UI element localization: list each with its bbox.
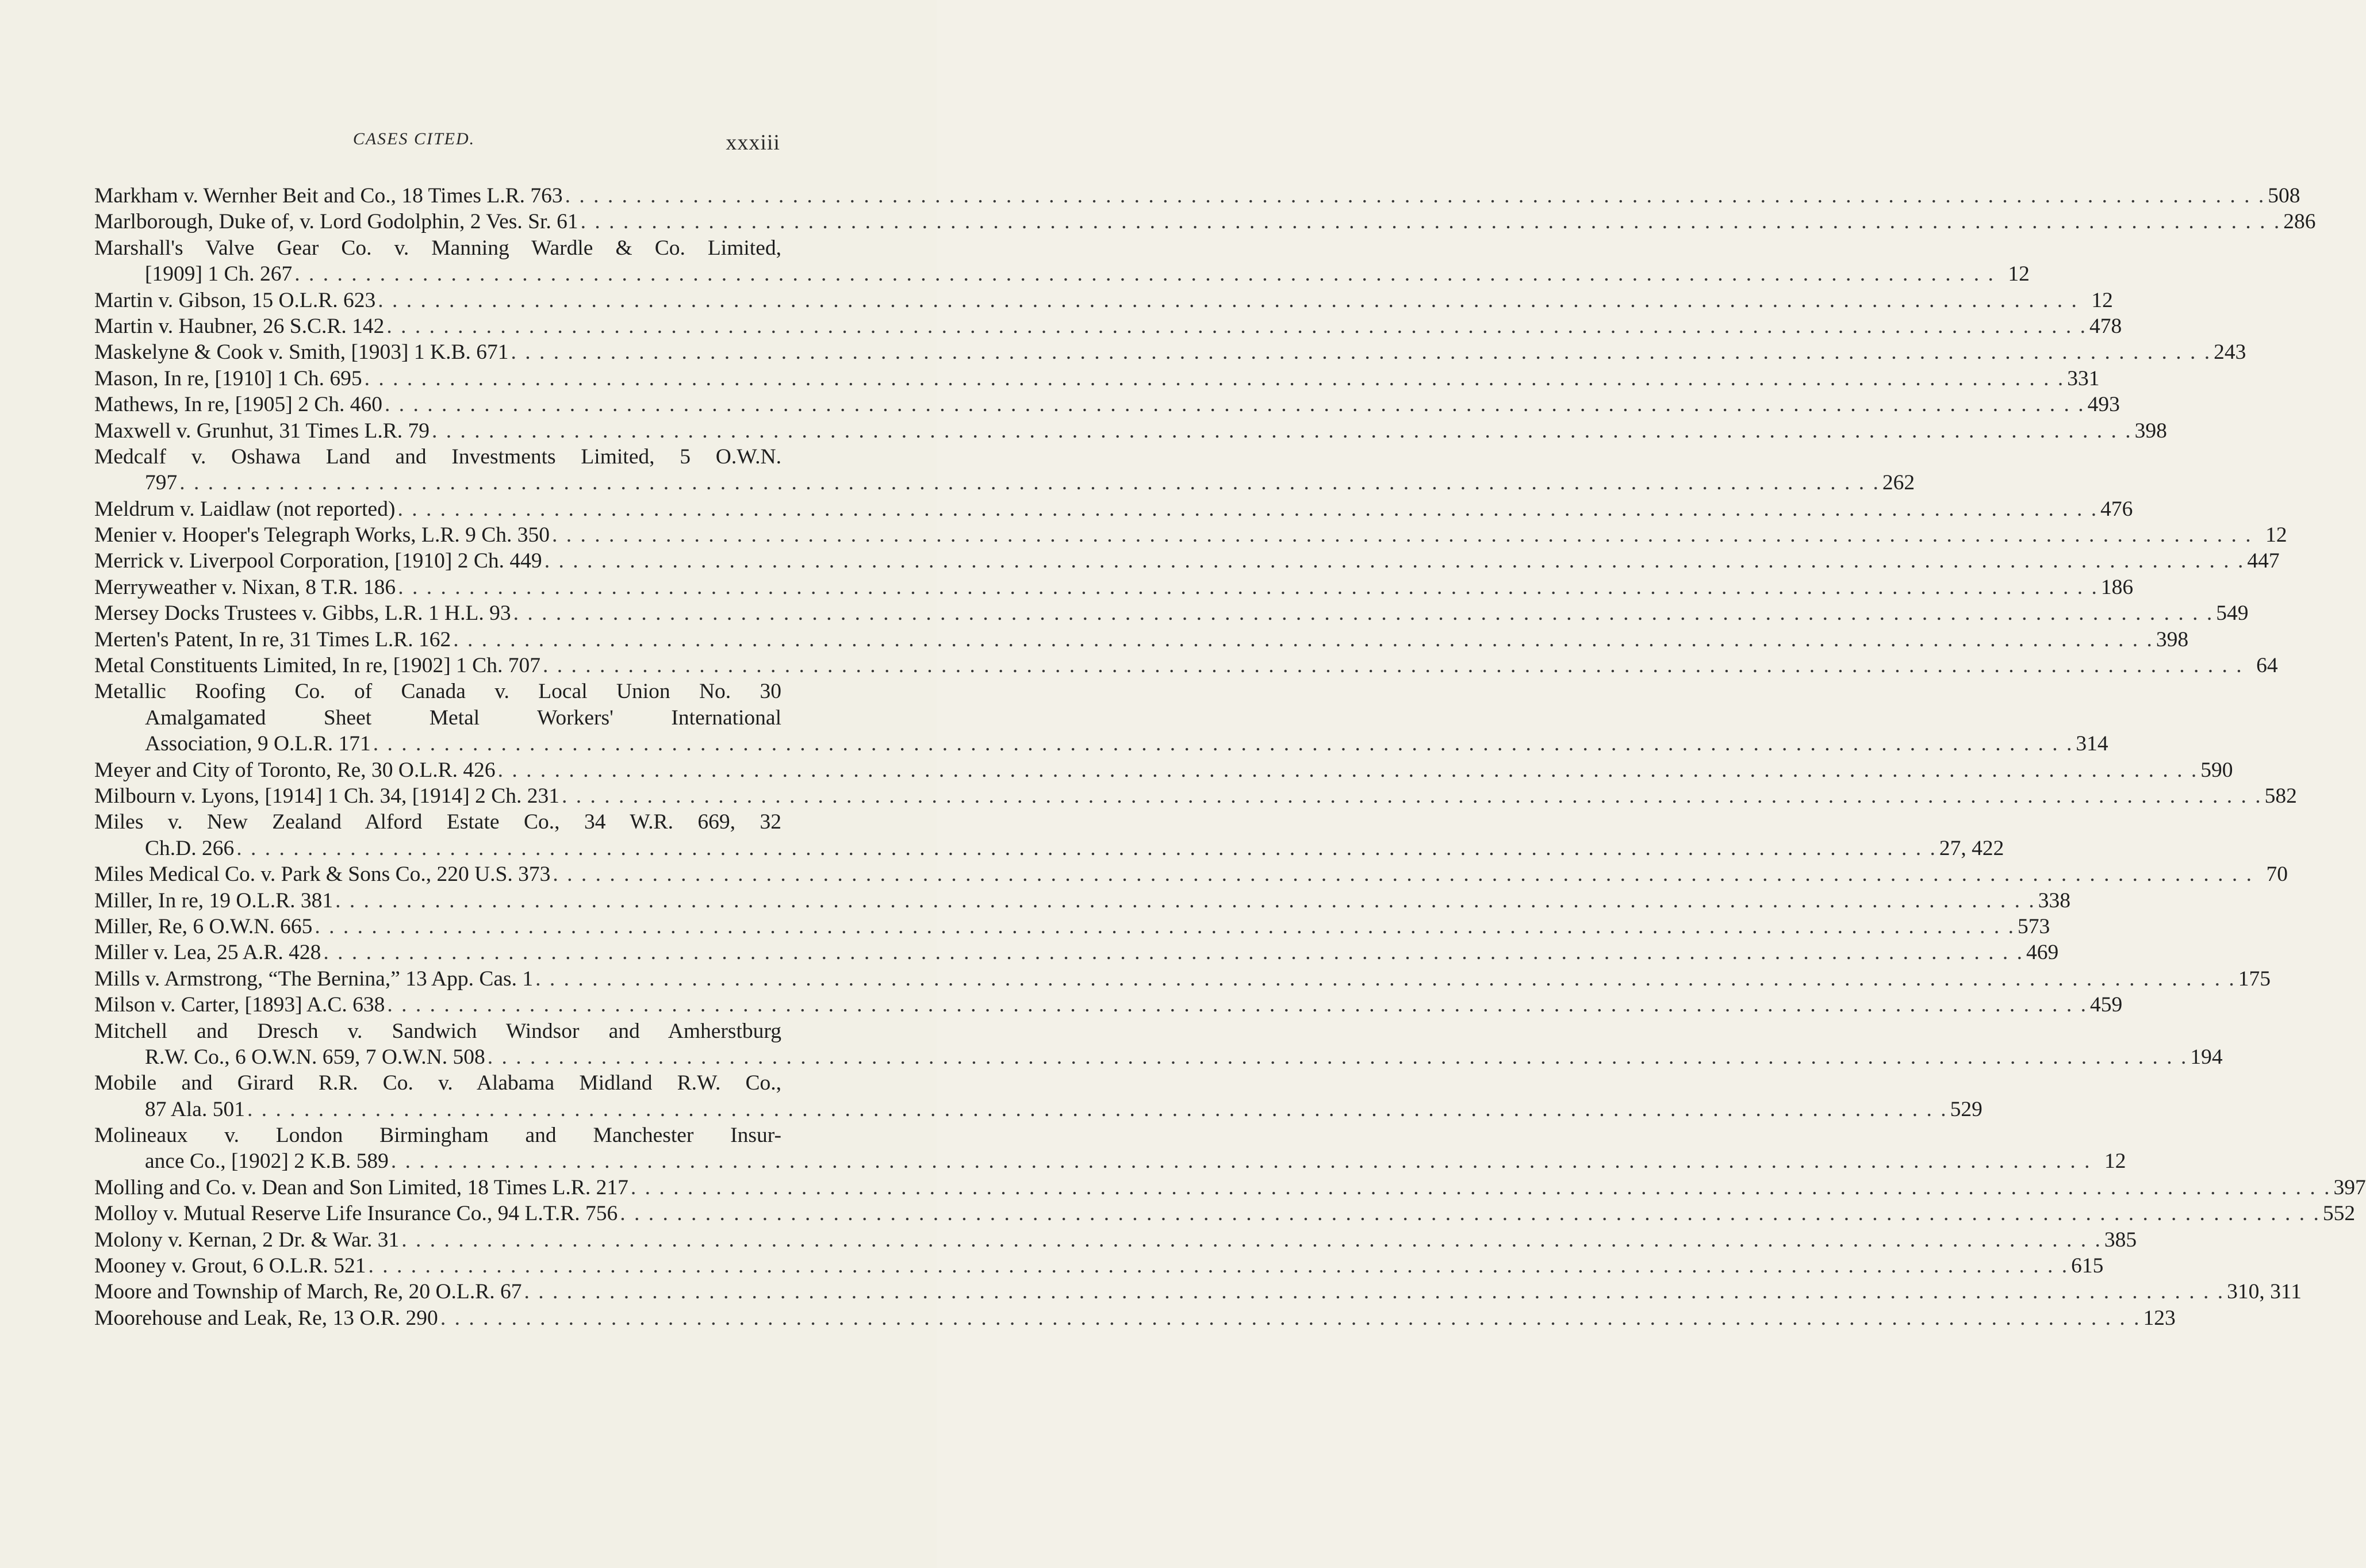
dot-leader: . . . . . . . . . . . . . . . . . . . . . . . . . . . . . . . . . . . . . . . . . . . . . . . . . . . . . . . . . . . . . . . . . . . . . . . . . . . . . . . . . . . . . . . . . . . . . . . . . . . . . . . . . . . . . . . . . . . . . . . . — [432, 419, 2133, 443]
dot-leader: . . . . . . . . . . . . . . . . . . . . . . . . . . . . . . . . . . . . . . . . . . . . . . . . . . . . . . . . . . . . . . . . . . . . . . . . . . . . . . . . . . . . . . . . . . . . . . . . . . . . . . . . . . . . . . . . . . . . . . . . — [179, 471, 1880, 495]
case-entry-citation — [94, 287, 2113, 313]
case-citation-text: Merrick v. Liverpool Corporation, [1910] 2 Ch. 449 — [94, 549, 542, 573]
case-page-reference: 262 — [1882, 471, 1915, 495]
case-page-reference: 286 — [2283, 210, 2316, 234]
case-entry — [94, 574, 2134, 600]
case-entry — [94, 366, 2100, 392]
case-citation-text: Menier v. Hooper's Telegraph Works, L.R. 9 Ch. 350 — [94, 523, 550, 547]
dot-leader: . . . . . . . . . . . . . . . . . . . . . . . . . . . . . . . . . . . . . . . . . . . . . . . . . . . . . . . . . . . . . . . . . . . . . . . . . . . . . . . . . . . . . . . . . . . . . . . . . . . . . . . . . . . . . . . . . . . . . . . . — [398, 575, 2099, 599]
case-page-reference: 385 — [2104, 1228, 2137, 1252]
case-entry-citation — [94, 1253, 2104, 1279]
case-page-reference: 314 — [2076, 732, 2108, 756]
case-entry — [94, 783, 2297, 809]
case-citation-text: Miller v. Lea, 25 A.R. 428 — [94, 941, 321, 965]
case-page-reference: 12 — [2104, 1149, 2126, 1174]
case-citation-text: Martin v. Gibson, 15 O.L.R. 623 — [94, 288, 376, 312]
case-citation-text: Ch.D. 266 — [145, 836, 235, 860]
case-entry-citation — [94, 522, 2287, 548]
case-citation-text: Moorehouse and Leak, Re, 13 O.R. 290 — [94, 1306, 438, 1330]
case-citation-text: Markham v. Wernher Beit and Co., 18 Times L.R. 763 — [94, 184, 563, 208]
case-entry-citation — [94, 1305, 2176, 1331]
dot-leader: . . . . . . . . . . . . . . . . . . . . . . . . . . . . . . . . . . . . . . . . . . . . . . . . . . . . . . . . . . . . . . . . . . . . . . . . . . . . . . . . . . . . . . . . . . . . . . . . . . . . . . . . . . . . . . . . . . . . . . . . — [401, 1228, 2102, 1252]
case-entry-citation — [94, 1044, 2223, 1070]
case-entry-line: Mobile and Girard R.R. Co. v. Alabama Midland R.W. Co., — [94, 1071, 781, 1095]
case-citation-text: Milbourn v. Lyons, [1914] 1 Ch. 34, [1914] 2 Ch. 231 — [94, 784, 560, 808]
dot-leader: . . . . . . . . . . . . . . . . . . . . . . . . . . . . . . . . . . . . . . . . . . . . . . . . . . . . . . . . . . . . . . . . . . . . . . . . . . . . . . . . . . . . . . . . . . . . . . . . . . . . . . . . . . . . . . . . . . . . . . . . — [387, 993, 2088, 1017]
case-entry — [94, 313, 2122, 339]
dot-leader: . . . . . . . . . . . . . . . . . . . . . . . . . . . . . . . . . . . . . . . . . . . . . . . . . . . . . . . . . . . . . . . . . . . . . . . . . . . . . . . . . . . . . . . . . . . . . . . . . . . . . . . . . . . . . . . . . . . . . . . . — [378, 288, 2079, 312]
case-entry — [94, 1070, 1982, 1122]
case-citation-text: Martin v. Haubner, 26 S.C.R. 142 — [94, 314, 385, 338]
dot-leader: . . . . . . . . . . . . . . . . . . . . . . . . . . . . . . . . . . . . . . . . . . . . . . . . . . . . . . . . . . . . . . . . . . . . . . . . . . . . . . . . . . . . . . . . . . . . . . . . . . . . . . . . . . . . . . . . . . . . . . . . — [247, 1097, 1948, 1121]
case-citation-text: Milson v. Carter, [1893] A.C. 638 — [94, 993, 385, 1017]
dot-leader: . . . . . . . . . . . . . . . . . . . . . . . . . . . . . . . . . . . . . . . . . . . . . . . . . . . . . . . . . . . . . . . . . . . . . . . . . . . . . . . . . . . . . . . . . . . . . . . . . . . . . . . . . . . . . . . . . . . . . . . . — [323, 941, 2024, 965]
case-entry-citation — [94, 261, 2030, 287]
case-entry — [94, 1201, 2356, 1226]
case-entry-citation — [94, 861, 2288, 887]
case-citation-text: Molling and Co. v. Dean and Son Limited, 18 Times L.R. 217 — [94, 1175, 628, 1199]
case-page-reference: 552 — [2322, 1202, 2356, 1226]
dot-leader: . . . . . . . . . . . . . . . . . . . . . . . . . . . . . . . . . . . . . . . . . . . . . . . . . . . . . . . . . . . . . . . . . . . . . . . . . . . . . . . . . . . . . . . . . . . . . . . . . . . . . . . . . . . . . . . . . . . . . . . . — [511, 340, 2212, 365]
case-entry — [94, 888, 2070, 914]
case-citation-text: Merryweather v. Nixan, 8 T.R. 186 — [94, 575, 396, 599]
case-entry — [94, 522, 2287, 548]
dot-leader: . . . . . . . . . . . . . . . . . . . . . . . . . . . . . . . . . . . . . . . . . . . . . . . . . . . . . . . . . . . . . . . . . . . . . . . . . . . . . . . . . . . . . . . . . . . . . . . . . . . . . . . . . . . . . . . . . . . . . . . . — [390, 1149, 2092, 1174]
case-citation-text: Miles Medical Co. v. Park & Sons Co., 220 U.S. 373 — [94, 862, 551, 887]
case-page-reference: 64 — [2256, 654, 2278, 678]
case-entry-citation — [94, 183, 2300, 209]
case-entry-line: Molineaux v. London Birmingham and Manchester Insur- — [94, 1124, 781, 1148]
case-entry — [94, 496, 2133, 522]
case-entry-citation — [94, 653, 2278, 678]
case-entry-citation — [94, 966, 2271, 992]
case-page-reference: 70 — [2266, 862, 2288, 887]
case-entry-citation — [94, 1279, 2302, 1305]
case-entry — [94, 1018, 2223, 1071]
dot-leader: . . . . . . . . . . . . . . . . . . . . . . . . . . . . . . . . . . . . . . . . . . . . . . . . . . . . . . . . . . . . . . . . . . . . . . . . . . . . . . . . . . . . . . . . . . . . . . . . . . . . . . . . . . . . . . . . . . . . . . . . — [236, 836, 1937, 860]
case-entry-citation — [94, 783, 2297, 809]
case-entry-line: Mitchell and Dresch v. Sandwich Windsor and Amherstburg — [94, 1019, 781, 1043]
case-page-reference: 573 — [2018, 914, 2050, 938]
case-page-reference: 615 — [2071, 1254, 2104, 1278]
running-title: CASES CITED. — [352, 129, 475, 148]
dot-leader: . . . . . . . . . . . . . . . . . . . . . . . . . . . . . . . . . . . . . . . . . . . . . . . . . . . . . . . . . . . . . . . . . . . . . . . . . . . . . . . . . . . . . . . . . . . . . . . . . . . . . . . . . . . . . . . . . . . . . . . . — [562, 784, 2263, 808]
case-page-reference: 12 — [2265, 523, 2287, 547]
case-entry — [94, 1122, 2126, 1175]
dot-leader: . . . . . . . . . . . . . . . . . . . . . . . . . . . . . . . . . . . . . . . . . . . . . . . . . . . . . . . . . . . . . . . . . . . . . . . . . . . . . . . . . . . . . . . . . . . . . . . . . . . . . . . . . . . . . . . . . . . . . . . . — [440, 1306, 2141, 1330]
case-entry — [94, 940, 2059, 965]
case-entry — [94, 183, 2300, 209]
case-entry — [94, 966, 2271, 992]
case-entry — [94, 757, 2233, 783]
case-page-reference: 186 — [2100, 575, 2134, 599]
case-entry — [94, 627, 2189, 653]
case-entry-citation — [94, 366, 2100, 392]
case-citation-text: 87 Ala. 501 — [145, 1097, 245, 1121]
case-entry — [94, 287, 2113, 313]
dot-leader: . . . . . . . . . . . . . . . . . . . . . . . . . . . . . . . . . . . . . . . . . . . . . . . . . . . . . . . . . . . . . . . . . . . . . . . . . . . . . . . . . . . . . . . . . . . . . . . . . . . . . . . . . . . . . . . . . . . . . . . . — [565, 184, 2266, 208]
dot-leader: . . . . . . . . . . . . . . . . . . . . . . . . . . . . . . . . . . . . . . . . . . . . . . . . . . . . . . . . . . . . . . . . . . . . . . . . . . . . . . . . . . . . . . . . . . . . . . . . . . . . . . . . . . . . . . . . . . . . . . . . — [397, 497, 2099, 521]
case-entry-line: Marshall's Valve Gear Co. v. Manning Wardle & Co. Limited, — [94, 236, 781, 260]
case-citation-text: Maskelyne & Cook v. Smith, [1903] 1 K.B. 671 — [94, 340, 509, 365]
dot-leader: . . . . . . . . . . . . . . . . . . . . . . . . . . . . . . . . . . . . . . . . . . . . . . . . . . . . . . . . . . . . . . . . . . . . . . . . . . . . . . . . . . . . . . . . . . . . . . . . . . . . . . . . . . . . . . . . . . . . . . . . — [535, 967, 2236, 991]
case-entry — [94, 992, 2123, 1018]
case-citation-text: Mathews, In re, [1905] 2 Ch. 460 — [94, 393, 382, 417]
case-citation-text: Metal Constituents Limited, In re, [1902] 1 Ch. 707 — [94, 654, 540, 678]
case-citation-text: ance Co., [1902] 2 K.B. 589 — [145, 1149, 389, 1174]
case-entry — [94, 444, 1915, 496]
dot-leader: . . . . . . . . . . . . . . . . . . . . . . . . . . . . . . . . . . . . . . . . . . . . . . . . . . . . . . . . . . . . . . . . . . . . . . . . . . . . . . . . . . . . . . . . . . . . . . . . . . . . . . . . . . . . . . . . . . . . . . . . — [294, 262, 1995, 286]
case-entry-citation — [94, 835, 2004, 861]
case-entry — [94, 1253, 2104, 1279]
case-entry-citation — [94, 1227, 2137, 1253]
case-page-reference: 243 — [2214, 340, 2246, 365]
case-page-reference: 529 — [1950, 1097, 1982, 1121]
dot-leader: . . . . . . . . . . . . . . . . . . . . . . . . . . . . . . . . . . . . . . . . . . . . . . . . . . . . . . . . . . . . . . . . . . . . . . . . . . . . . . . . . . . . . . . . . . . . . . . . . . . . . . . . . . . . . . . . . . . . . . . . — [630, 1175, 2332, 1199]
case-page-reference: 582 — [2264, 784, 2297, 808]
case-page-reference: 476 — [2100, 497, 2133, 521]
case-citation-text: Meyer and City of Toronto, Re, 30 O.L.R. 426 — [94, 758, 496, 782]
case-entry-citation — [94, 339, 2246, 365]
case-entry — [94, 914, 2050, 940]
case-citation-text: Marlborough, Duke of, v. Lord Godolphin, 2 Ves. Sr. 61 — [94, 210, 578, 234]
case-page-reference: 397 — [2333, 1175, 2366, 1199]
dot-leader: . . . . . . . . . . . . . . . . . . . . . . . . . . . . . . . . . . . . . . . . . . . . . . . . . . . . . . . . . . . . . . . . . . . . . . . . . . . . . . . . . . . . . . . . . . . . . . . . . . . . . . . . . . . . . . . . . . . . . . . . — [620, 1202, 2321, 1226]
dot-leader: . . . . . . . . . . . . . . . . . . . . . . . . . . . . . . . . . . . . . . . . . . . . . . . . . . . . . . . . . . . . . . . . . . . . . . . . . . . . . . . . . . . . . . . . . . . . . . . . . . . . . . . . . . . . . . . . . . . . . . . . — [335, 888, 2036, 913]
case-entry-line: Medcalf v. Oshawa Land and Investments Limited, 5 O.W.N. — [94, 444, 781, 469]
case-entry — [94, 678, 2108, 757]
case-entry-citation — [94, 1201, 2356, 1226]
case-citation-text: Moore and Township of March, Re, 20 O.L.R. 67 — [94, 1280, 522, 1304]
case-citation-text: Association, 9 O.L.R. 171 — [145, 732, 371, 756]
case-entry-line: Amalgamated Sheet Metal Workers' International — [145, 706, 781, 730]
dot-leader: . . . . . . . . . . . . . . . . . . . . . . . . . . . . . . . . . . . . . . . . . . . . . . . . . . . . . . . . . . . . . . . . . . . . . . . . . . . . . . . . . . . . . . . . . . . . . . . . . . . . . . . . . . . . . . . . . . . . . . . . — [553, 862, 2254, 887]
case-entry — [94, 1279, 2302, 1305]
case-page-reference: 478 — [2089, 314, 2122, 338]
case-page-reference: 549 — [2216, 601, 2249, 626]
dot-leader: . . . . . . . . . . . . . . . . . . . . . . . . . . . . . . . . . . . . . . . . . . . . . . . . . . . . . . . . . . . . . . . . . . . . . . . . . . . . . . . . . . . . . . . . . . . . . . . . . . . . . . . . . . . . . . . . . . . . . . . . — [544, 549, 2245, 573]
dot-leader: . . . . . . . . . . . . . . . . . . . . . . . . . . . . . . . . . . . . . . . . . . . . . . . . . . . . . . . . . . . . . . . . . . . . . . . . . . . . . . . . . . . . . . . . . . . . . . . . . . . . . . . . . . . . . . . . . . . . . . . . — [551, 523, 2253, 547]
dot-leader: . . . . . . . . . . . . . . . . . . . . . . . . . . . . . . . . . . . . . . . . . . . . . . . . . . . . . . . . . . . . . . . . . . . . . . . . . . . . . . . . . . . . . . . . . . . . . . . . . . . . . . . . . . . . . . . . . . . . . . . . — [453, 627, 2154, 651]
case-citation-text: Miller, In re, 19 O.L.R. 381 — [94, 888, 333, 913]
case-entry-citation — [94, 940, 2059, 965]
case-entry-citation — [94, 1175, 2366, 1201]
case-entry — [94, 809, 2004, 861]
case-entry — [94, 1175, 2366, 1201]
case-citation-text: Molony v. Kernan, 2 Dr. & War. 31 — [94, 1228, 400, 1252]
case-citation-text: [1909] 1 Ch. 267 — [145, 262, 293, 286]
case-page-reference: 447 — [2247, 549, 2280, 573]
case-citation-text: Mooney v. Grout, 6 O.L.R. 521 — [94, 1254, 366, 1278]
case-citation-text: Maxwell v. Grunhut, 31 Times L.R. 79 — [94, 419, 430, 443]
case-citation-text: R.W. Co., 6 O.W.N. 659, 7 O.W.N. 508 — [145, 1045, 485, 1069]
case-citation-text: Mills v. Armstrong, “The Bernina,” 13 App. Cas. 1 — [94, 967, 534, 991]
case-citation-text: Mersey Docks Trustees v. Gibbs, L.R. 1 H.L. 93 — [94, 601, 511, 626]
case-page-reference: 27, 422 — [1939, 836, 2004, 860]
case-citation-text: 797 — [145, 471, 178, 495]
dot-leader: . . . . . . . . . . . . . . . . . . . . . . . . . . . . . . . . . . . . . . . . . . . . . . . . . . . . . . . . . . . . . . . . . . . . . . . . . . . . . . . . . . . . . . . . . . . . . . . . . . . . . . . . . . . . . . . . . . . . . . . . — [373, 732, 2074, 756]
case-entry-citation — [94, 600, 2249, 626]
case-entry — [94, 861, 2288, 887]
case-page-reference: 398 — [2134, 419, 2167, 443]
dot-leader: . . . . . . . . . . . . . . . . . . . . . . . . . . . . . . . . . . . . . . . . . . . . . . . . . . . . . . . . . . . . . . . . . . . . . . . . . . . . . . . . . . . . . . . . . . . . . . . . . . . . . . . . . . . . . . . . . . . . . . . . — [386, 314, 2087, 338]
case-entry-citation — [94, 731, 2108, 757]
case-entry — [94, 235, 2030, 287]
page-number: xxxiii — [726, 131, 780, 155]
case-page-reference: 459 — [2090, 993, 2123, 1017]
case-citation-text: Merten's Patent, In re, 31 Times L.R. 162 — [94, 627, 451, 651]
dot-leader: . . . . . . . . . . . . . . . . . . . . . . . . . . . . . . . . . . . . . . . . . . . . . . . . . . . . . . . . . . . . . . . . . . . . . . . . . . . . . . . . . . . . . . . . . . . . . . . . . . . . . . . . . . . . . . . . . . . . . . . . — [487, 1045, 2188, 1069]
case-page-reference: 12 — [2091, 288, 2113, 312]
case-page-reference: 175 — [2238, 967, 2271, 991]
case-page-reference: 398 — [2156, 627, 2189, 651]
case-entry-citation — [94, 209, 2316, 235]
dot-leader: . . . . . . . . . . . . . . . . . . . . . . . . . . . . . . . . . . . . . . . . . . . . . . . . . . . . . . . . . . . . . . . . . . . . . . . . . . . . . . . . . . . . . . . . . . . . . . . . . . . . . . . . . . . . . . . . . . . . . . . . — [315, 914, 2016, 938]
case-page-reference: 310, 311 — [2227, 1280, 2302, 1304]
case-entry — [94, 600, 2249, 626]
case-entry-citation — [94, 574, 2134, 600]
case-entry-citation — [94, 496, 2133, 522]
case-page-reference: 469 — [2026, 941, 2059, 965]
case-entry — [94, 1227, 2137, 1253]
case-entry — [94, 653, 2278, 678]
case-entry-citation — [94, 392, 2120, 417]
case-entry-citation — [94, 992, 2123, 1018]
case-citation-text: Miller, Re, 6 O.W.N. 665 — [94, 914, 313, 938]
case-page-reference: 123 — [2143, 1306, 2176, 1330]
case-page-reference: 12 — [2008, 262, 2030, 286]
cases-cited-list — [94, 183, 2366, 1331]
case-entry-citation — [94, 1097, 1982, 1122]
case-page-reference: 331 — [2067, 366, 2100, 390]
case-entry-citation — [94, 627, 2189, 653]
case-entry-citation — [94, 313, 2122, 339]
dot-leader: . . . . . . . . . . . . . . . . . . . . . . . . . . . . . . . . . . . . . . . . . . . . . . . . . . . . . . . . . . . . . . . . . . . . . . . . . . . . . . . . . . . . . . . . . . . . . . . . . . . . . . . . . . . . . . . . . . . . . . . . — [497, 758, 2199, 782]
case-entry — [94, 339, 2246, 365]
case-entry — [94, 392, 2120, 417]
case-entry-citation — [94, 757, 2233, 783]
case-citation-text: Molloy v. Mutual Reserve Life Insurance Co., 94 L.T.R. 756 — [94, 1202, 618, 1226]
case-entry-line: Metallic Roofing Co. of Canada v. Local Union No. 30 — [94, 680, 781, 704]
case-entry-citation — [94, 888, 2070, 914]
case-page-reference: 338 — [2038, 888, 2070, 913]
dot-leader: . . . . . . . . . . . . . . . . . . . . . . . . . . . . . . . . . . . . . . . . . . . . . . . . . . . . . . . . . . . . . . . . . . . . . . . . . . . . . . . . . . . . . . . . . . . . . . . . . . . . . . . . . . . . . . . . . . . . . . . . — [384, 393, 2085, 417]
dot-leader: . . . . . . . . . . . . . . . . . . . . . . . . . . . . . . . . . . . . . . . . . . . . . . . . . . . . . . . . . . . . . . . . . . . . . . . . . . . . . . . . . . . . . . . . . . . . . . . . . . . . . . . . . . . . . . . . . . . . . . . . — [580, 210, 2281, 234]
case-entry-line: Miles v. New Zealand Alford Estate Co., 34 W.R. 669, 32 — [94, 810, 781, 834]
case-entry-citation — [94, 470, 1915, 496]
case-citation-text: Meldrum v. Laidlaw (not reported) — [94, 497, 396, 521]
case-page-reference: 194 — [2190, 1045, 2223, 1069]
case-page-reference: 493 — [2087, 393, 2120, 417]
dot-leader: . . . . . . . . . . . . . . . . . . . . . . . . . . . . . . . . . . . . . . . . . . . . . . . . . . . . . . . . . . . . . . . . . . . . . . . . . . . . . . . . . . . . . . . . . . . . . . . . . . . . . . . . . . . . . . . . . . . . . . . . — [364, 366, 2065, 390]
dot-leader: . . . . . . . . . . . . . . . . . . . . . . . . . . . . . . . . . . . . . . . . . . . . . . . . . . . . . . . . . . . . . . . . . . . . . . . . . . . . . . . . . . . . . . . . . . . . . . . . . . . . . . . . . . . . . . . . . . . . . . . . — [368, 1254, 2069, 1278]
case-page-reference: 508 — [2268, 184, 2300, 208]
case-entry-citation — [94, 418, 2167, 444]
case-entry — [94, 548, 2280, 574]
dot-leader: . . . . . . . . . . . . . . . . . . . . . . . . . . . . . . . . . . . . . . . . . . . . . . . . . . . . . . . . . . . . . . . . . . . . . . . . . . . . . . . . . . . . . . . . . . . . . . . . . . . . . . . . . . . . . . . . . . . . . . . . — [513, 601, 2214, 626]
case-citation-text: Mason, In re, [1910] 1 Ch. 695 — [94, 366, 362, 390]
case-entry-citation — [94, 914, 2050, 940]
case-entry — [94, 418, 2167, 444]
case-entry — [94, 1305, 2176, 1331]
case-page-reference: 590 — [2200, 758, 2233, 782]
dot-leader: . . . . . . . . . . . . . . . . . . . . . . . . . . . . . . . . . . . . . . . . . . . . . . . . . . . . . . . . . . . . . . . . . . . . . . . . . . . . . . . . . . . . . . . . . . . . . . . . . . . . . . . . . . . . . . . . . . . . . . . . — [542, 654, 2244, 678]
dot-leader: . . . . . . . . . . . . . . . . . . . . . . . . . . . . . . . . . . . . . . . . . . . . . . . . . . . . . . . . . . . . . . . . . . . . . . . . . . . . . . . . . . . . . . . . . . . . . . . . . . . . . . . . . . . . . . . . . . . . . . . . — [524, 1280, 2225, 1304]
case-entry — [94, 209, 2316, 235]
case-entry-citation — [94, 1148, 2126, 1174]
case-entry-citation — [94, 548, 2280, 574]
